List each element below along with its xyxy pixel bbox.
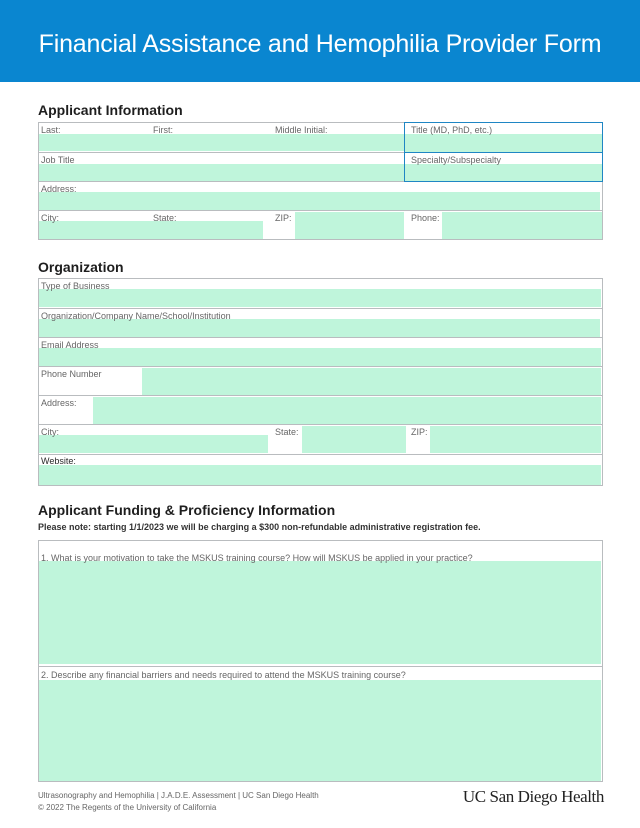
row-divider [38, 337, 603, 338]
job-title-label: Job Title [41, 155, 75, 165]
city-label: City: [41, 213, 59, 223]
row-divider [38, 395, 603, 396]
question-1-label: 1. What is your motivation to take the MSKUS training course? How will MSKUS be applied in your practice? [41, 553, 473, 563]
specialty-field-highlight [404, 152, 603, 182]
row-divider [38, 308, 603, 309]
row-divider [38, 210, 603, 211]
org-address-field[interactable] [93, 397, 601, 424]
title-field-highlight [404, 122, 603, 153]
motivation-answer-field[interactable] [39, 561, 601, 664]
row-divider [38, 454, 603, 455]
applicant-city-state-field[interactable] [39, 221, 263, 239]
last-name-label: Last: [41, 125, 61, 135]
zip-label: ZIP: [275, 213, 292, 223]
org-address-label: Address: [41, 398, 77, 408]
email-field[interactable] [39, 348, 601, 366]
first-name-label: First: [153, 125, 173, 135]
org-state-field[interactable] [302, 426, 406, 453]
organization-section-heading: Organization [38, 259, 124, 275]
applicant-phone-field[interactable] [442, 212, 602, 239]
middle-initial-label: Middle Initial: [275, 125, 328, 135]
org-state-label: State: [275, 427, 299, 437]
footer-text [38, 790, 319, 814]
funding-section-heading: Applicant Funding & Proficiency Information [38, 502, 336, 518]
applicant-address-field[interactable] [39, 192, 600, 210]
applicant-section-heading: Applicant Information [38, 102, 183, 118]
header-banner [0, 0, 640, 82]
fee-note: Please note: starting 1/1/2023 we will be charging a $300 non-refundable administrative registration fee. [38, 522, 481, 532]
footer-line-1: Ultrasonography and Hemophilia | J.A.D.E. Assessment | UC San Diego Health [38, 791, 319, 800]
row-divider [38, 366, 603, 367]
org-phone-label: Phone Number [41, 369, 102, 379]
uc-san-diego-health-logo: UC San Diego Health [462, 787, 604, 806]
org-zip-label: ZIP: [411, 427, 428, 437]
row-divider [38, 666, 603, 667]
form-title: Financial Assistance and Hemophilia Provider Form [38, 30, 602, 58]
specialty-label: Specialty/Subspecialty [411, 155, 502, 165]
row-divider [38, 424, 603, 425]
question-2-label: 2. Describe any financial barriers and needs required to attend the MSKUS training course? [41, 670, 406, 680]
job-title-field[interactable] [39, 164, 404, 181]
email-label: Email Address [41, 340, 99, 350]
org-name-label: Organization/Company Name/School/Institution [41, 311, 231, 321]
address-label: Address: [41, 184, 77, 194]
website-label: Website: [41, 456, 76, 466]
business-type-label: Type of Business [41, 281, 110, 291]
website-field[interactable] [39, 465, 601, 485]
phone-label: Phone: [411, 213, 440, 223]
name-field[interactable] [39, 134, 404, 151]
applicant-zip-field[interactable] [295, 212, 404, 239]
footer-line-2: © 2022 The Regents of the University of California [38, 803, 217, 812]
org-city-field[interactable] [39, 435, 268, 453]
title-label: Title (MD, PhD, etc.) [411, 125, 493, 135]
business-type-field[interactable] [39, 289, 601, 307]
financial-barriers-answer-field[interactable] [39, 680, 601, 781]
org-zip-field[interactable] [430, 426, 601, 453]
org-city-label: City: [41, 427, 59, 437]
org-phone-field[interactable] [142, 368, 601, 395]
state-label: State: [153, 213, 177, 223]
